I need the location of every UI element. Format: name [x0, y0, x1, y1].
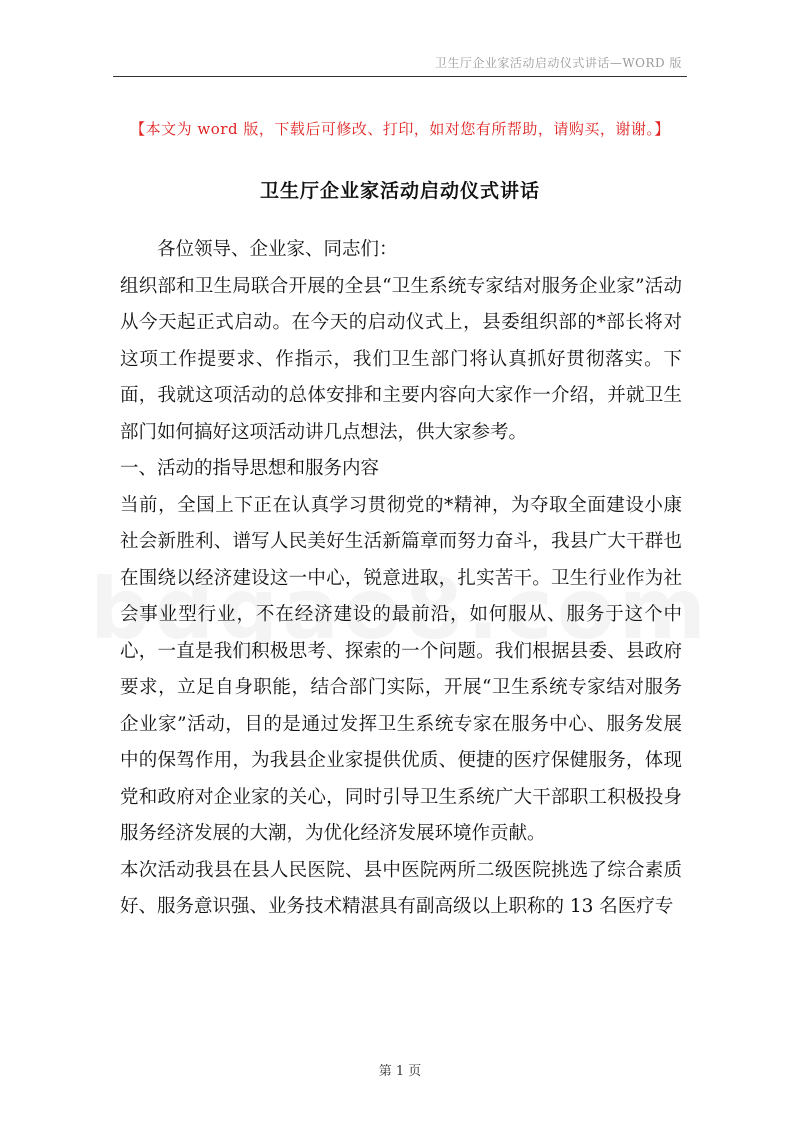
paragraph-arrangement: 本次活动我县在县人民医院、县中医院两所二级医院挑选了综合素质好、服务意识强、业务技术精湛具有副高级以上职称的 13 名医疗专	[120, 859, 682, 917]
section-heading: 一、活动的指导思想和服务内容	[120, 458, 380, 479]
document-title: 卫生厅企业家活动启动仪式讲话	[259, 180, 540, 202]
header-divider	[113, 76, 687, 77]
document-body	[120, 232, 682, 926]
page-number: 第 1 页	[378, 1064, 422, 1079]
paragraph-intro: 组织部和卫生局联合开展的全县“卫生系统专家结对服务企业家”活动从今天起正式启动。在今天的启动仪式上，县委组织部的*部长将对这项工作提要求、作指示，我们卫生部门将认真抓好贯彻落实。下面，我就这项活动的总体安排和主要内容向大家作一介绍，并就卫生部门如何搞好这项活动讲几点想法，供大家参考。	[120, 275, 682, 443]
greeting: 各位领导、企业家、同志们：	[157, 239, 398, 260]
running-header: 卫生厅企业家活动启动仪式讲话—WORD 版	[434, 56, 682, 70]
paragraph-background: 当前，全国上下正在认真学习贯彻党的*精神，为夺取全面建设小康社会新胜利、谱写人民美好生活新篇章而努力奋斗，我县广大干群也在围绕以经济建设这一中心，锐意进取，扎实苦干。卫生行业作为社会事业型行业，不在经济建设的最前沿，如何服从、服务于这个中心，一直是我们积极思考、探索的一个问题。我们根据县委、县政府要求，立足自身职能，结合部门实际，开展“卫生系统专家结对服务企业家”活动，目的是通过发挥卫生系统专家在服务中心、服务发展中的保驾作用，为我县企业家提供优质、便捷的医疗保健服务，体现党和政府对企业家的关心，同时引导卫生系统广大干部职工积极投身服务经济发展的大潮，为优化经济发展环境作贡献。	[120, 494, 682, 844]
purchase-notice: 【本文为 word 版，下载后可修改、打印，如对您有所帮助，请购买，谢谢。】	[130, 120, 670, 138]
